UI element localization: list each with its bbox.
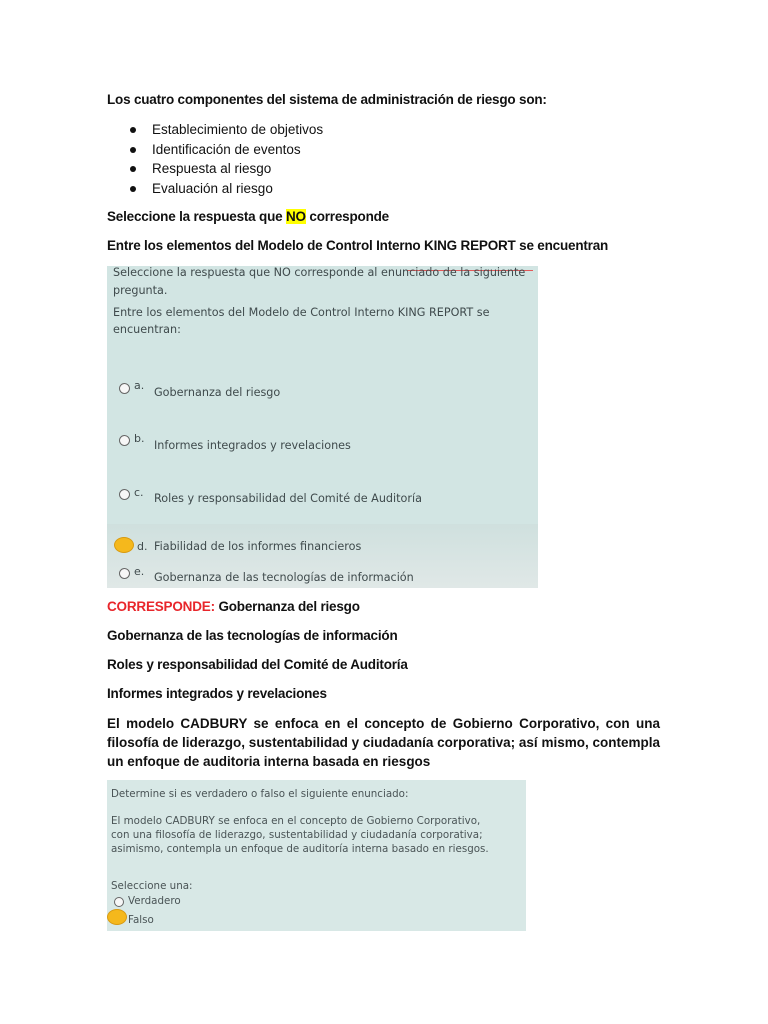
- shot2-header: Determine si es verdadero o falso el siguiente enunciado:: [111, 788, 409, 800]
- option-letter: c.: [134, 486, 144, 499]
- list-item: Identificación de eventos: [128, 140, 323, 160]
- corresponde-label: CORRESPONDE:: [107, 599, 215, 614]
- highlighted-no: NO: [285, 209, 306, 224]
- option-verdadero-label: Verdadero: [128, 895, 181, 907]
- bullet-icon: [130, 186, 136, 192]
- intro-text: Los cuatro componentes del sistema de administración de riesgo son:: [107, 92, 547, 107]
- option-falso-label: Falso: [128, 914, 154, 926]
- king-report-screenshot: [107, 266, 538, 588]
- radio-option-d-selected[interactable]: [114, 537, 134, 553]
- radio-option-c[interactable]: [119, 489, 130, 500]
- option-a-label: Gobernanza del riesgo: [154, 386, 281, 399]
- bullet-icon: [130, 127, 136, 133]
- option-letter: e.: [134, 565, 145, 578]
- corresponde-line: CORRESPONDE: Gobernanza del riesgo: [107, 599, 360, 614]
- bullet-icon: [130, 147, 136, 153]
- shot1-question-line2: encuentran:: [113, 323, 181, 336]
- option-letter: a.: [134, 379, 145, 392]
- option-e-label: Gobernanza de las tecnologías de información: [154, 571, 414, 584]
- option-letter: b.: [134, 432, 145, 445]
- list-item: Evaluación al riesgo: [128, 179, 323, 199]
- shot2-body-line2: con una filosofía de liderazgo, sustentabilidad y ciudadanía corporativa;: [111, 829, 483, 841]
- answer-item: Gobernanza de las tecnologías de información: [107, 628, 398, 643]
- radio-verdadero[interactable]: [114, 897, 124, 907]
- cadbury-paragraph: El modelo CADBURY se enfoca en el concepto de Gobierno Corporativo, con una filosofía de liderazgo, sustentabilidad y ciudadanía corporativa; así mismo, contempla un enfoque de auditoria interna basada en riesgos: [107, 716, 660, 769]
- option-d-label: Fiabilidad de los informes financieros: [154, 540, 362, 553]
- select-instruction: Seleccione la respuesta que NO corresponde: [107, 209, 389, 224]
- radio-falso-selected[interactable]: [107, 909, 127, 925]
- radio-option-a[interactable]: [119, 383, 130, 394]
- radio-option-b[interactable]: [119, 435, 130, 446]
- option-c-label: Roles y responsabilidad del Comité de Auditoría: [154, 492, 422, 505]
- list-item: Establecimiento de objetivos: [128, 120, 323, 140]
- shot1-instruction-line2: pregunta.: [113, 284, 168, 297]
- king-question: Entre los elementos del Modelo de Control Interno KING REPORT se encuentran: [107, 238, 609, 253]
- bullet-icon: [130, 166, 136, 172]
- shot2-select-label: Seleccione una:: [111, 880, 193, 892]
- shot1-question-line1: Entre los elementos del Modelo de Control Interno KING REPORT se: [113, 306, 490, 319]
- radio-option-e[interactable]: [119, 568, 130, 579]
- cadbury-screenshot: [107, 780, 526, 931]
- components-list: [128, 120, 323, 199]
- shot2-body-line1: El modelo CADBURY se enfoca en el concepto de Gobierno Corporativo,: [111, 815, 481, 827]
- option-letter: d.: [137, 540, 148, 553]
- list-item: Respuesta al riesgo: [128, 159, 323, 179]
- answer-item: Informes integrados y revelaciones: [107, 686, 327, 701]
- answer-item: Roles y responsabilidad del Comité de Auditoría: [107, 657, 408, 672]
- shot2-body-line3: asimismo, contempla un enfoque de auditoría interna basado en riesgos.: [111, 843, 489, 855]
- option-b-label: Informes integrados y revelaciones: [154, 439, 351, 452]
- shot1-instruction-line1: Seleccione la respuesta que NO corresponde al enunciado de la siguiente: [113, 266, 526, 279]
